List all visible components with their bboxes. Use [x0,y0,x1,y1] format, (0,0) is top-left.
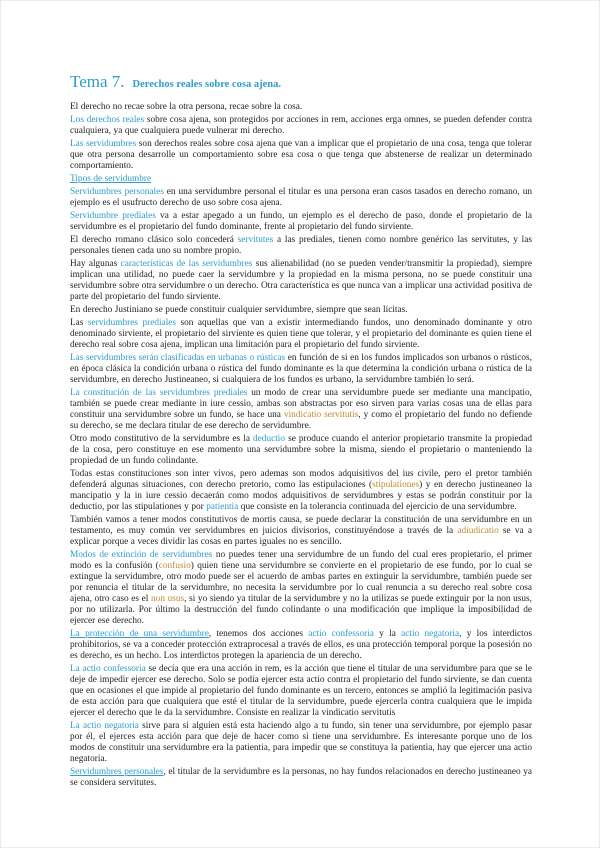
text-run: sobre cosa ajena, son protegidos por acciones in rem, acciones erga omnes, se pueden defender contra cualquiera, ya que cualquiera puede vulnerar mi derecho. [70,115,532,136]
text-run: ) quien tiene una servidumbre se convierte en el propietario de ese fundo, por lo cual se extingue la servidumbre, otro modo puede ser el acuerdo de ambas partes en extinguir la servidumbre, también puede ser por renuncia el titular de la servidumbre, no necesita la servidumbre por lo cual renuncia a su derecho real sobre cosa ajena, otro caso es el [70,561,532,604]
section-heading: La protección de una servidumbre [70,629,209,639]
paragraph [70,174,532,185]
paragraph [70,318,532,351]
text-run: , tenemos dos acciones [208,629,309,639]
paragraph [70,305,532,316]
paragraph [70,235,532,257]
text-run: , y como el propietario del fundo no defiende su derecho, se me declara titular de ese derecho de servidumbre. [70,410,533,431]
paragraph [70,434,532,467]
document-body [70,102,532,789]
text-run: son derechos reales sobre cosa ajena que van a implicar que el propietario de una cosa, tenga que tolerar que otra persona desarrolle un comportamiento sobre esa cosa o que tenga que abstenerse de realizar un determinado comportamiento. [70,139,532,171]
key-term: Los derechos reales [70,115,145,125]
text-run: Todas estas constituciones son inter vivos, pero ademas son modos adquisitivos del ius civile, pero el pretor también defenderá algunas situaciones, con derecho pretorio, como las estipulaciones ( [70,469,532,490]
text-run: , si yo siendo ya titular de la servidumbre y no la utilizas se puede extinguir por la non usus, por no utilizarla. Por último la destrucción del fundo colindante o una modificación que implique la imposibilidad de ejercer ese derecho. [70,594,532,626]
paragraph [70,550,532,627]
latin-term: stipulationes [372,480,420,490]
key-term: servidumbres prediales [87,318,177,328]
paragraph [70,259,532,303]
text-run: , y los interdictos prohibitorios, se va a conceder protección extraprocesal a través de ellos, es una protección temporal porque la posesión no es derecho, es un hecho. Los interdictos protegen la apariencia de un derecho. [70,629,533,661]
text-run: ) y en derecho justineaneo la mancipatio y la in iure cessio decaerán como modos adquisitivos de servidumbres y estas se podrán constituir por la deductio, por las stipulationes y por [70,480,532,512]
text-run: no puedes tener una servidumbre de un fundo del cual eres propietario, el primer modo es la confusión ( [70,550,532,571]
text-run: va a estar apegado a un fundo, un ejemplo es el derecho de paso, donde el propietario de la servidumbre es el propietario del fundo dominante, frente al propietario del fundo sirviente. [70,211,532,232]
key-term: deductio [253,434,286,444]
paragraph [70,211,532,233]
paragraph [70,102,532,113]
text-run: a las prediales, tienen como nombre genérico las servitutes, y las personales tienen cada uno su nombre propio. [70,235,532,256]
text-run: , el titular de la servidumbre es la personas, no hay fundos relacionados en derecho justineaneo ya se considera servitutes. [70,767,532,788]
text-run: que consiste en la tolerancia continuada del ejercicio de una servidumbre. [238,502,517,512]
key-term: La constitución de las servidumbres prediales [70,388,248,398]
key-term: servitutes [237,235,274,245]
text-run: Hay algunas [70,259,121,269]
paragraph [70,721,532,765]
paragraph [70,767,532,789]
text-run: se va a explicar porque a veces dividir las cosas en partes iguales no es sencillo. [70,526,533,547]
paragraph [70,187,532,209]
document-content [70,58,532,791]
key-term: Servidumbre prediales [70,211,156,221]
text-run: un modo de crear una servidumbre puede ser mediante una mancipatio, también se puede crear mediante in iure cessio, ambas son abstractas por eso sirven para varias cosas una de ellas para constituir una servidumbre sobre un fundo, se hace una [70,388,532,420]
text-run: en una servidumbre personal el titular es una persona eran casos tasados en derecho romano, un ejemplo es el usufructo derecho de uso sobre cosa ajena. [70,187,533,208]
key-term: Servidumbres personales [70,187,164,197]
key-term: actio confessoria [308,629,374,639]
text-run: También vamos a tener modos constitutivos de mortis causa, se puede declarar la constitución de una servidumbre en un testamento, es muy común ver servidumbres en juicios divisorios, constituyéndose a través de la [70,515,532,536]
text-run: Otro modo constitutivo de la servidumbre es la [70,434,254,444]
key-term: características de las servidumbres [120,259,253,269]
text-run: El derecho romano clásico solo concederá [70,235,238,245]
paragraph [70,115,532,137]
page-title-number: Tema 7. [70,72,125,91]
section-heading: Tipos de servidumbre [70,174,152,184]
paragraph [70,515,532,548]
paragraph [70,139,532,172]
page-title [70,58,532,95]
key-term: La actio confessoria [70,664,146,674]
latin-term: confusio [158,561,191,571]
key-term: Las servidumbres [70,139,137,149]
text-run: son aquellas que van a existir intermediando fundos, uno denominado dominante y otro denominado sirviente, el propietario del sirviente es quien tiene que tolerar, y el propietario del dominante es quien tiene el derecho real sobre cosa ajena, implican una limitación para el propietario del fundo sirviente. [70,318,532,350]
paragraph [70,388,532,432]
text-run: Las [70,318,88,328]
section-heading: Servidumbres personales [70,767,164,777]
text-run: El derecho no recae sobre la otra persona, recae sobre la cosa. [70,102,303,112]
text-run: sus alienabilidad (no se pueden vender/transmitir la propiedad), siempre implican una utilidad, no puede caer la servidumbre y la propiedad en la misma persona, no se puede constituir una servidumbre sobre otra servidumbre o un derecho. Otra característica es que nunca van a implicar una actividad positiva de parte del propietario del fundo sirviente. [70,259,533,302]
paragraph [70,469,532,513]
text-run: se produce cuando el anterior propietario transmite la propiedad de la cosa, pero constituye en ese momento una servidumbre sobre la misma, siendo el propietario o manteniendo la propiedad de un fundo colindante. [70,434,532,466]
latin-term: vindicatio servitutis [283,410,359,420]
key-term: Las servidumbres serán clasificadas en urbanas o rústicas [70,353,286,363]
key-term: actio negatoria [401,629,460,639]
latin-term: non usus [151,594,185,604]
latin-term: adiudicatio [457,526,499,536]
paragraph [70,629,532,662]
paragraph [70,353,532,386]
text-run: en función de si en los fundos implicados son urbanos o rústicos, en época clásica la condición urbana o rústica del fundo dominante es la que determina la condición urbana o rústica de la servidumbre, en derecho Justineaneo, si cualquiera de los fundos es urbano, la servidumbre también lo será. [70,353,532,385]
text-run: se decía que era una acción in rem, es la acción que tiene el titular de una servidumbre para que se le deje de impedir ejercer ese derecho. Solo se podía ejercer esta actio contra el propietario del fundo sirviente, se dan cuenta que en ocasiones el que impide al propietario del fundo dominante es un tercero, entonces se amplió la legitimación pasiva de esta acción para que cualquiera que esté el titular de la servidumbre, puede ejercerla contra cualquiera que le impida ejercer el derecho que le da la servidumbre. Consiste en realizar la vindicatio servitutis [70,664,532,718]
key-term: patientia [206,502,239,512]
key-term: Modos de extinción de servidumbres [70,550,213,560]
page-title-text: Derechos reales sobre cosa ajena. [132,79,281,90]
text-run: sirve para si alguien está esta haciendo algo a tu fundo, sin tener una servidumbre, por ejemplo pasar por él, el ejerces esta acción para que deje de hacer como si tiene una servidumbre. Es interesante porque uno de los modos de constituir una servidumbre era la patientia, para impedir que se constituya la patientia, hay que ejercer una actio negatoria. [70,721,532,764]
text-run: y la [373,629,402,639]
text-run: En derecho Justiniano se puede constituir cualquier servidumbre, siempre que sean lícitas. [70,305,408,315]
key-term: La actio negatoria [70,721,139,731]
paragraph [70,664,532,719]
